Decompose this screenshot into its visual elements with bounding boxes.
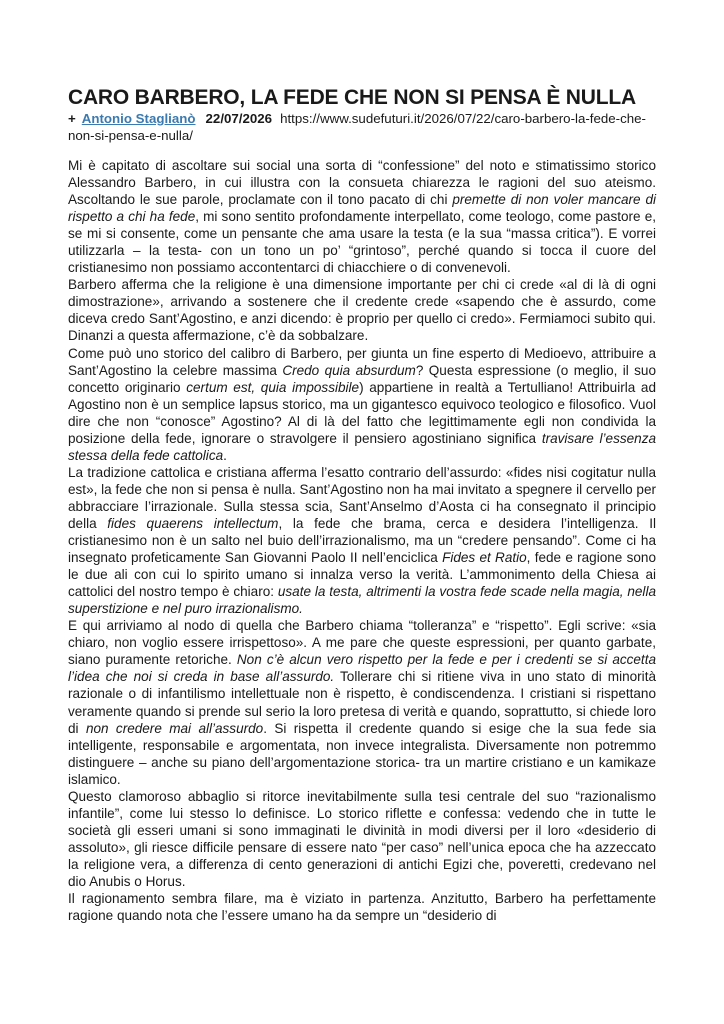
- text-run: ? Questa espressione (o meglio, il suo concetto originario: [68, 362, 656, 395]
- body-paragraph: [68, 617, 656, 787]
- text-run: E qui arriviamo al nodo di quella che Barbero chiama “tolleranza” e “rispetto”. Egli scrive: «sia chiaro, non voglio essere irrispettoso». A me pare che queste espressioni, per quanto garbate, siano puramente retoriche.: [68, 618, 656, 668]
- body-paragraph: [68, 788, 656, 890]
- italic-text: Credo quia absurdum: [282, 362, 416, 378]
- text-run: , mi sono sentito profondamente interpellato, come teologo, come pastore e, se mi si consente, come un pensante che ama usare la testa (e la sua “massa critica”). E vorrei utilizzarla – la testa- con un tono un po’ “grintoso”, perché quando si tocca il cuore del cristianesimo non possiamo accontentarci di chiacchiere o di convenevoli.: [68, 209, 656, 276]
- source-url: https://www.sudefuturi.it/2026/07/22/caro-barbero-la-fede-che-non-si-pensa-e-nulla/: [68, 111, 646, 143]
- body-paragraph: [68, 464, 656, 617]
- text-run: , la fede che brama, cerca e desidera l’intelligenza. Il cristianesimo non è un salto nel buio dell’irrazionalismo, ma un “credere pensando”. Come ci ha insegnato profeticamente San Giovanni Paolo II nell’enciclica: [68, 515, 656, 566]
- body-paragraph: [68, 157, 656, 276]
- italic-text: certum est, quia impossibile: [186, 379, 360, 395]
- text-run: Mi è capitato di ascoltare sui social una sorta di “confessione” del noto e stimatissimo storico Alessandro Barbero, in cui illustra con la consueta chiarezza le ragioni del suo ateismo. Ascoltando le sue parole, proclamate con il tono pacato di chi: [68, 158, 656, 208]
- text-run: Barbero afferma che la religione è una dimensione importante per chi ci crede «al di là di ogni dimostrazione», arrivando a sostenere che il credente crede «sapendo che è assurdo, come diceva credo Sant’Agostino, e anzi dicendo: è proprio per quello ci credo». Fermiamoci subito qui. Dinanzi a questa affermazione, c’è da sobbalzare.: [68, 277, 656, 344]
- body-paragraph: [68, 890, 656, 924]
- italic-text: travisare l’essenza stessa della fede cattolica: [68, 430, 657, 463]
- italic-text: usate la testa, altrimenti la vostra fede scade nella magia, nella superstizione e nel puro irrazionalismo.: [68, 584, 656, 617]
- publish-date: 22/07/2026: [205, 111, 273, 126]
- text-run: Questo clamoroso abbaglio si ritorce inevitabilmente sulla tesi centrale del suo “razionalismo infantile”, come lui stesso lo definisce. Lo storico riflette e confessa: vedendo che in tutte le società gli esseri umani si sono immaginati le divinità in modi diversi per il loro «desiderio di assoluto», gli riesce difficile pensare di essere nato “per caso” nell’unica epoca che ha azzeccato la religione vera, a differenza di cento generazioni di antichi Egizi che, poveretti, credevano nel dio Anubis o Horus.: [68, 788, 656, 889]
- italic-text: premette di non voler mancare di rispetto a chi ha fede: [68, 192, 656, 225]
- text-run: .: [223, 447, 227, 463]
- text-run: La tradizione cattolica e cristiana afferma l’esatto contrario dell’assurdo: «fides nisi cogitatur nulla est», la fede che non si pensa è nulla. Sant’Agostino non ha mai invitato a spegnere il cervello per abbracciare l’irrazionale. Sulla stessa scia, Sant’Anselmo d’Aosta ci ha consegnato il principio della: [68, 464, 656, 531]
- text-run: , fede e ragione sono le due ali con cui lo spirito umano si innalza verso la verità. L’ammonimento della Chiesa ai cattolici del nostro tempo è chiaro:: [68, 550, 656, 600]
- text-run: . Si rispetta il credente quando si esige che la sua fede sia intelligente, responsabile e argomentata, non invece integralista. Diversamente non potremmo distinguere – anche su piano dell’argomentazione storica- tra un martire cristiano e un kamikaze islamico.: [68, 720, 657, 787]
- body-paragraph: [68, 345, 656, 464]
- article-meta: [68, 110, 668, 144]
- text-run: Tollerare chi si ritiene viva in uno stato di minorità razionale o di infantilismo intellettuale non è rispetto, è condiscendenza. I cristiani si rispettano veramente quando si prende sul serio la loro pretesa di verità e quando, soprattutto, si chiede loro di: [68, 669, 656, 736]
- italic-text: fides quaerens intellectum: [107, 515, 279, 531]
- article-title: CARO BARBERO, LA FEDE CHE NON SI PENSA È NULLA: [68, 86, 636, 109]
- body-paragraph: [68, 276, 656, 344]
- italic-text: Fides et Ratio: [442, 550, 527, 566]
- text-run: ) appartiene in realtà a Tertulliano! Attribuirla ad Agostino non è un semplice lapsus storico, ma un gigantesco equivoco teologico e filosofico. Vuol dire che non “conosce” Agostino? Al di là del fatto che legittimamente egli non condivida la posizione della fede, ignorare o stravolgere il pensiero agostiniano significa: [68, 379, 656, 446]
- italic-text: Non c’è alcun vero rispetto per la fede e per i credenti se si accetta l’idea che noi si creda in base all’assurdo.: [68, 652, 656, 685]
- text-run: Come può uno storico del calibro di Barbero, per giunta un fine esperto di Medioevo, attribuire a Sant’Agostino la celebre massima: [68, 345, 656, 378]
- text-run: Il ragionamento sembra filare, ma è viziato in partenza. Anzitutto, Barbero ha perfettamente ragione quando nota che l’essere umano ha da sempre un “desiderio di: [68, 891, 656, 924]
- plus-icon: +: [68, 111, 76, 126]
- author-link[interactable]: Antonio Staglianò: [81, 111, 196, 126]
- article-body: [68, 157, 656, 924]
- italic-text: non credere mai all’assurdo: [85, 720, 264, 736]
